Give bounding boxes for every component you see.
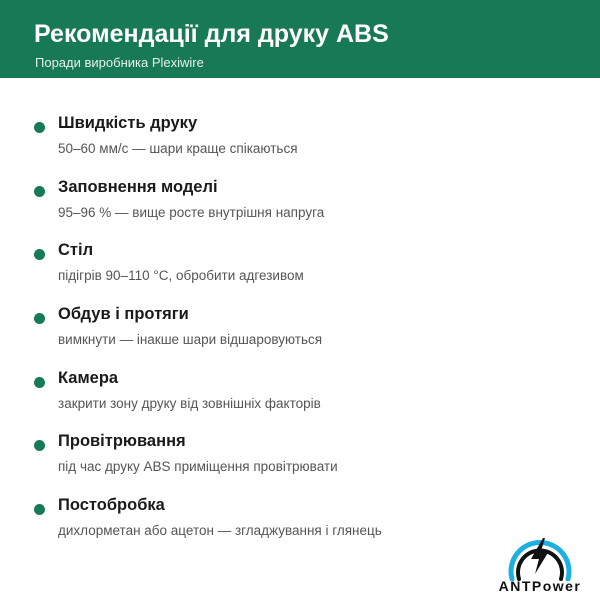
tip-title: Провітрювання xyxy=(58,432,186,450)
lightning-bolt-icon xyxy=(506,525,574,581)
bullet-icon xyxy=(34,440,45,451)
tip-description: 95–96 % — вище росте внутрішня напруга xyxy=(58,205,325,220)
antpower-logo xyxy=(484,520,596,598)
page-title: Рекомендації для друку ABS xyxy=(34,20,389,48)
tip-title: Стіл xyxy=(58,241,94,259)
bullet-icon xyxy=(34,249,45,260)
logo-text: ANTPower xyxy=(498,578,582,594)
bullet-icon xyxy=(34,377,45,388)
tip-title: Обдув і протяги xyxy=(58,305,189,323)
tip-description: підігрів 90–110 °С, обробити адгезивом xyxy=(58,268,304,283)
bullet-icon xyxy=(34,186,45,197)
list-item xyxy=(0,177,520,233)
tip-title: Заповнення моделі xyxy=(58,178,218,196)
tip-title: Швидкість друку xyxy=(58,114,198,132)
bullet-icon xyxy=(34,313,45,324)
bullet-icon xyxy=(34,122,45,133)
tip-title: Постобробка xyxy=(58,496,165,514)
tip-description: 50–60 мм/с — шари краще спікаються xyxy=(58,141,298,156)
list-item xyxy=(0,240,520,296)
list-item xyxy=(0,431,520,487)
tip-description: дихлорметан або ацетон — згладжування і глянець xyxy=(58,523,382,538)
tip-description: закрити зону друку від зовнішніх факторів xyxy=(58,396,321,411)
list-item xyxy=(0,113,520,169)
bullet-icon xyxy=(34,504,45,515)
list-item xyxy=(0,304,520,360)
list-item xyxy=(0,495,520,551)
list-item xyxy=(0,368,520,424)
tip-description: під час друку ABS приміщення провітрювати xyxy=(58,459,338,474)
tip-title: Камера xyxy=(58,369,119,387)
tip-description: вимкнути — інакше шари відшаровуються xyxy=(58,332,323,347)
page-subtitle: Поради виробника Plexiwire xyxy=(35,55,204,70)
